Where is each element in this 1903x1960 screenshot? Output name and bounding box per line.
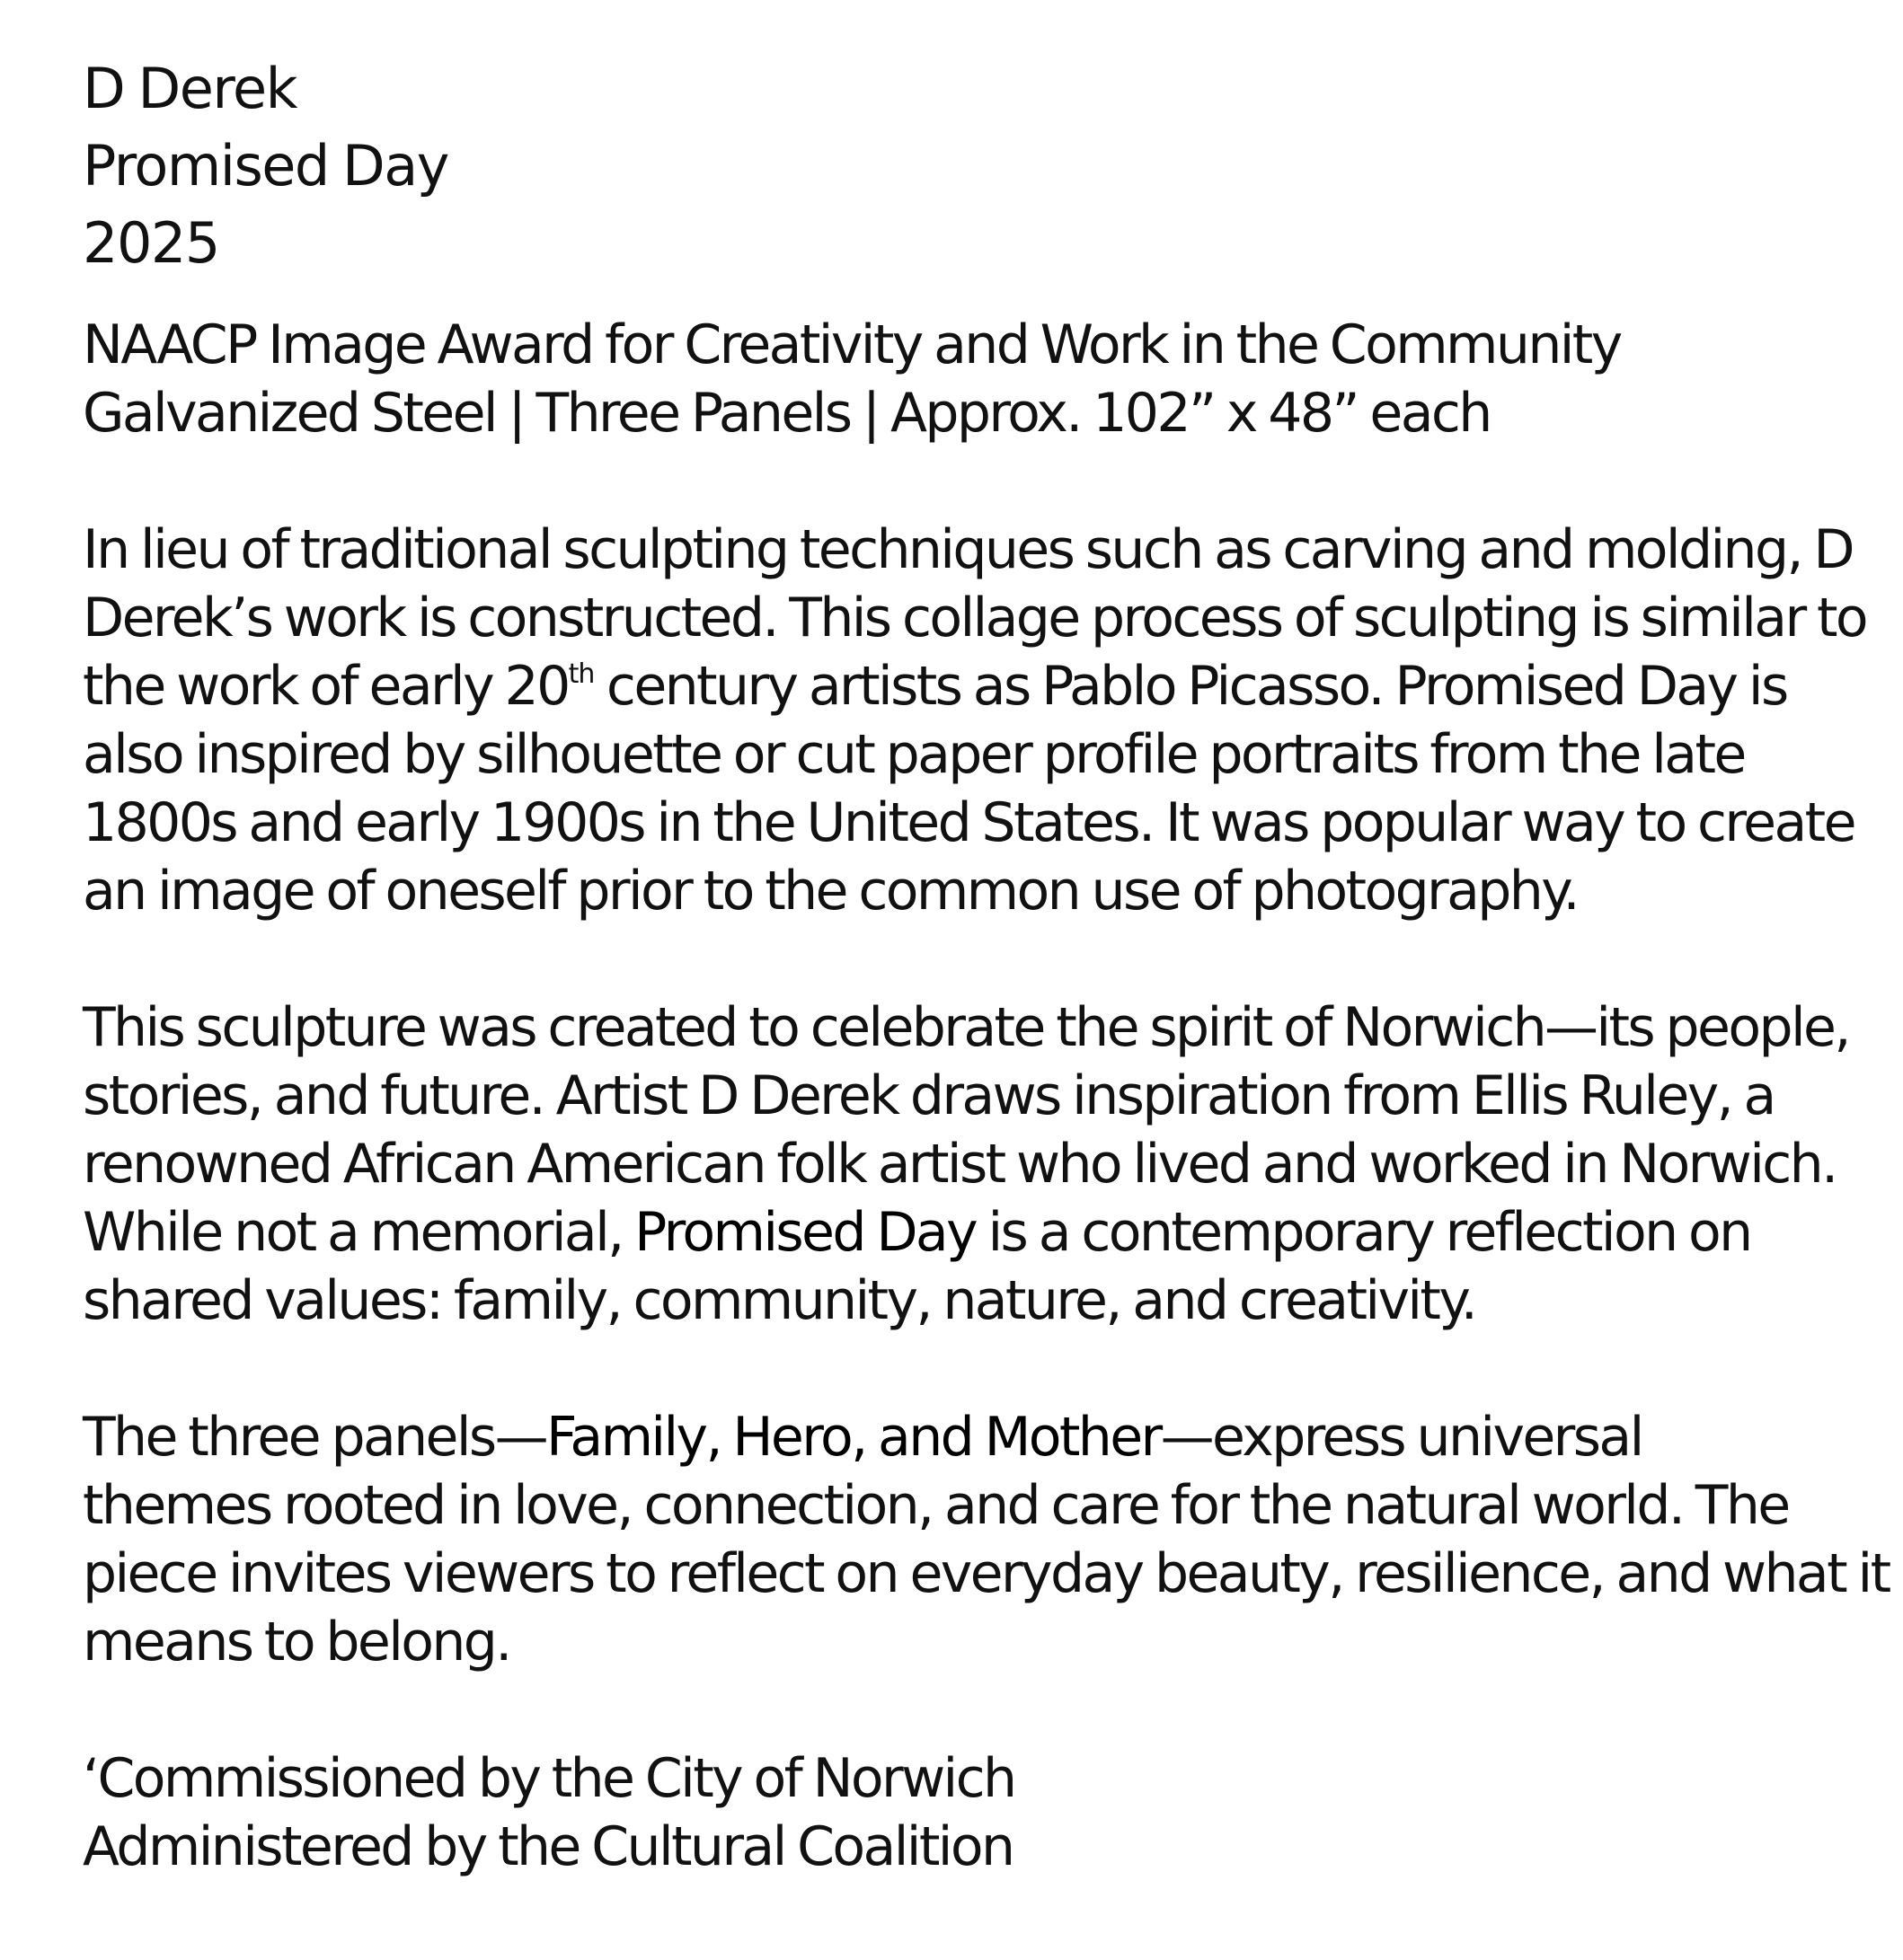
award-line: NAACP Image Award for Creativity and Work in the Community	[83, 313, 1621, 376]
emphasized-panel-names: Family, Hero, and Mother	[546, 1406, 1161, 1469]
artwork-header	[83, 50, 1844, 282]
artwork-details	[83, 311, 1844, 447]
text-segment: While not a memorial,	[83, 1201, 635, 1264]
paragraph-line	[83, 1198, 1844, 1267]
paragraph-line: 1800s and early 1900s in the United States. It was popular way to create	[83, 791, 1854, 854]
description-paragraph-3	[83, 1403, 1890, 1676]
paragraph-line: an image of oneself prior to the common use of photography.	[83, 860, 1579, 923]
materials-line: Galvanized Steel | Three Panels | Approx. 102” x 48” each	[83, 382, 1491, 445]
paragraph-line: This sculpture was created to celebrate the spirit of Norwich—its people,	[83, 996, 1849, 1059]
text-segment: century artists as Pablo Picasso. Promised Day is	[594, 655, 1787, 718]
spacer	[83, 447, 1844, 516]
spacer	[83, 1676, 1844, 1744]
paragraph-line: Derek’s work is constructed. This collage process of sculpting is similar to	[83, 587, 1867, 649]
artwork-label	[83, 50, 1890, 1881]
ordinal-superscript: th	[568, 658, 595, 690]
administered-credit: Administered by the Cultural Coalition	[83, 1815, 1013, 1878]
commissioned-credit: ‘Commissioned by the City of Norwich	[83, 1747, 1015, 1810]
spacer	[83, 1335, 1844, 1403]
paragraph-line: shared values: family, community, nature, and creativity.	[83, 1269, 1476, 1332]
emphasized-title: Promised Day	[634, 1201, 977, 1264]
artwork-year: 2025	[83, 210, 219, 276]
credits	[83, 1744, 1844, 1881]
paragraph-line: stories, and future. Artist D Derek draws inspiration from Ellis Ruley, a	[83, 1064, 1775, 1127]
paragraph-line: renowned African American folk artist who lived and worked in Norwich.	[83, 1133, 1837, 1196]
paragraph-line: In lieu of traditional sculpting techniques such as carving and molding, D	[83, 518, 1853, 581]
paragraph-line: piece invites viewers to reflect on everyday beauty, resilience, and what it	[83, 1542, 1890, 1605]
text-segment: —express universal	[1160, 1406, 1642, 1469]
text-segment: The three panels—	[83, 1406, 546, 1469]
artist-name: D Derek	[83, 56, 297, 121]
paragraph-line: also inspired by silhouette or cut paper profile portraits from the late	[83, 723, 1745, 786]
paragraph-line: means to belong.	[83, 1611, 510, 1673]
text-segment: the work of early 20	[83, 655, 569, 718]
spacer	[83, 925, 1844, 993]
paragraph-line	[83, 1403, 1844, 1471]
description-paragraph-1	[83, 516, 1867, 925]
description-paragraph-2	[83, 993, 1849, 1335]
paragraph-line: themes rooted in love, connection, and care for the natural world. The	[83, 1474, 1789, 1537]
text-segment: is a contemporary reflection on	[976, 1201, 1751, 1264]
paragraph-line	[83, 652, 1844, 720]
spacer	[83, 282, 1844, 311]
artwork-title: Promised Day	[83, 133, 448, 199]
